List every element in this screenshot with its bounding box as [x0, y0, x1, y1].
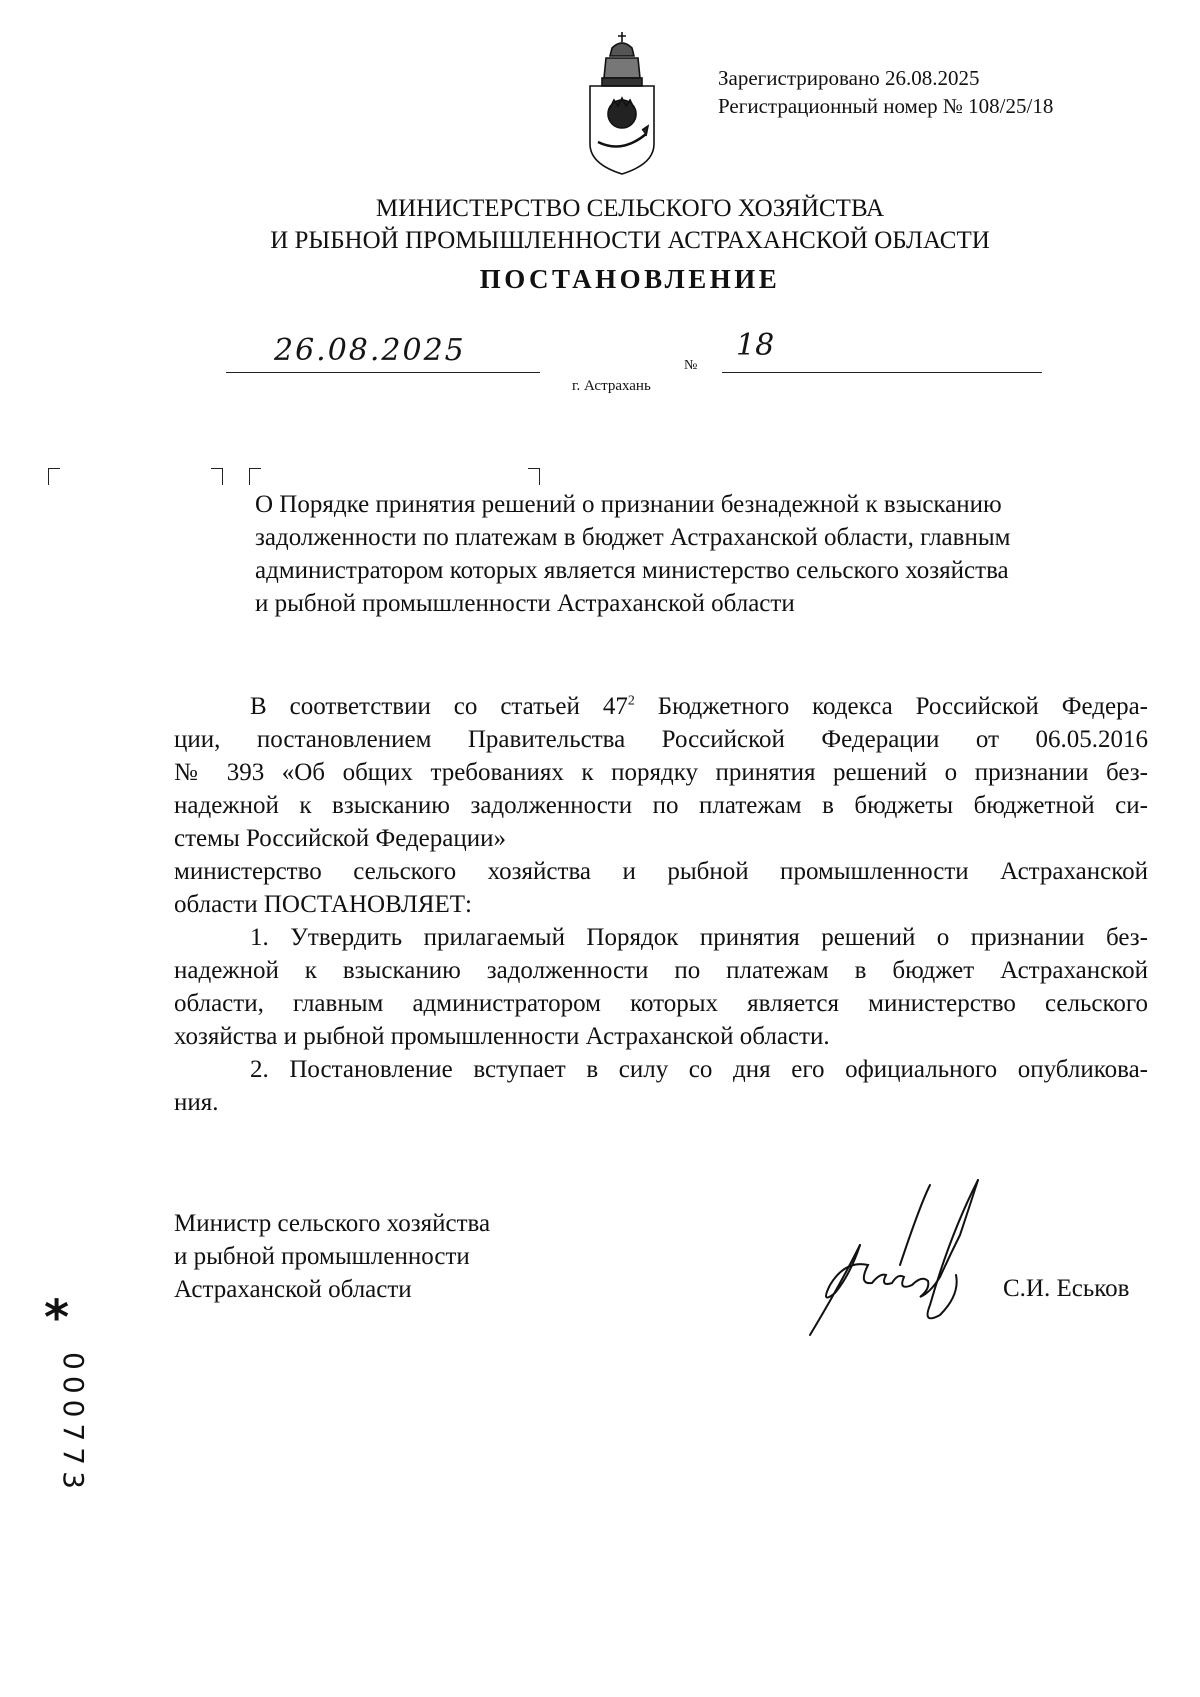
signer-title-line: и рыбной промышленности — [174, 1243, 470, 1270]
item-1-line: 1. Утвердить прилагаемый Порядок принятия решений о признании без- — [250, 924, 1148, 951]
subject-line: администратором которых является министерство сельского хозяйства — [255, 557, 1009, 584]
item-2-line: 2. Постановление вступает в силу со дня его официального опубликова- — [250, 1056, 1148, 1083]
subject-bracket-tl-right — [211, 468, 223, 485]
left-margin-corner — [48, 468, 60, 485]
item-2-line: ния. — [174, 1089, 219, 1116]
preamble-line: ции, постановлением Правительства Российской Федерации от 06.05.2016 — [174, 726, 1148, 753]
preamble-line: № 393 «Об общих требованиях к порядку принятия решений о признании без- — [174, 759, 1148, 786]
resolution-line: области ПОСТАНОВЛЯЕТ: — [174, 891, 472, 918]
date-underline — [226, 372, 540, 373]
ministry-header — [0, 193, 1200, 257]
decree-city: г. Астрахань — [572, 378, 651, 394]
handwritten-signature-icon — [780, 1165, 1020, 1345]
decree-number: 18 — [736, 328, 775, 363]
signer-title-line: Астраханской области — [174, 1276, 412, 1303]
registration-stamp — [718, 64, 1053, 120]
item-1-line: хозяйства и рыбной промышленности Астраханской области. — [174, 1023, 830, 1050]
decree-subject — [255, 488, 1135, 620]
registration-date: Зарегистрировано 26.08.2025 — [718, 66, 980, 90]
signer-name: С.И. Еськов — [1003, 1275, 1130, 1302]
preamble-first-line: В соответствии со статьей $47^2$ Бюджетного кодекса Российской Федера- — [250, 693, 1148, 720]
signer-title — [174, 1207, 490, 1306]
coat-of-arms-icon — [584, 30, 660, 176]
item-1-line: надежной к взысканию задолженности по платежам в бюджет Астраханской — [174, 957, 1148, 984]
item-1-line: области, главным администратором которых является министерство сельского — [174, 990, 1148, 1017]
signer-title-line: Министр сельского хозяйства — [174, 1210, 491, 1237]
subject-line: О Порядке принятия решений о признании безнадежной к взысканию — [255, 491, 1002, 518]
document-type: ПОСТАНОВЛЕНИЕ — [479, 264, 781, 294]
number-label: № — [684, 358, 698, 373]
subject-bracket-right — [528, 468, 540, 485]
decree-date: 26.08.2025 — [274, 333, 466, 368]
preamble-line: надежной к взысканию задолженности по платежам в бюджеты бюджетной си- — [174, 792, 1148, 819]
margin-star: * — [44, 1290, 70, 1346]
subject-bracket-left — [249, 468, 261, 485]
preamble — [174, 690, 1148, 1119]
ministry-line-1: МИНИСТЕРСТВО СЕЛЬСКОГО ХОЗЯЙСТВА — [375, 195, 885, 222]
subject-line: задолженности по платежам в бюджет Астраханской области, главным — [255, 524, 1011, 551]
subject-line: и рыбной промышленности Астраханской области — [255, 590, 795, 617]
preamble-line: стемы Российской Федерации» — [174, 825, 507, 852]
ministry-line-2: И РЫБНОЙ ПРОМЫШЛЕННОСТИ АСТРАХАНСКОЙ ОБЛАСТИ — [270, 227, 990, 254]
serial-number: 000773 — [57, 1352, 90, 1495]
registration-number: Регистрационный номер № 108/25/18 — [718, 94, 1054, 118]
number-underline — [722, 372, 1042, 373]
resolution-line: министерство сельского хозяйства и рыбной промышленности Астраханской — [174, 858, 1148, 885]
